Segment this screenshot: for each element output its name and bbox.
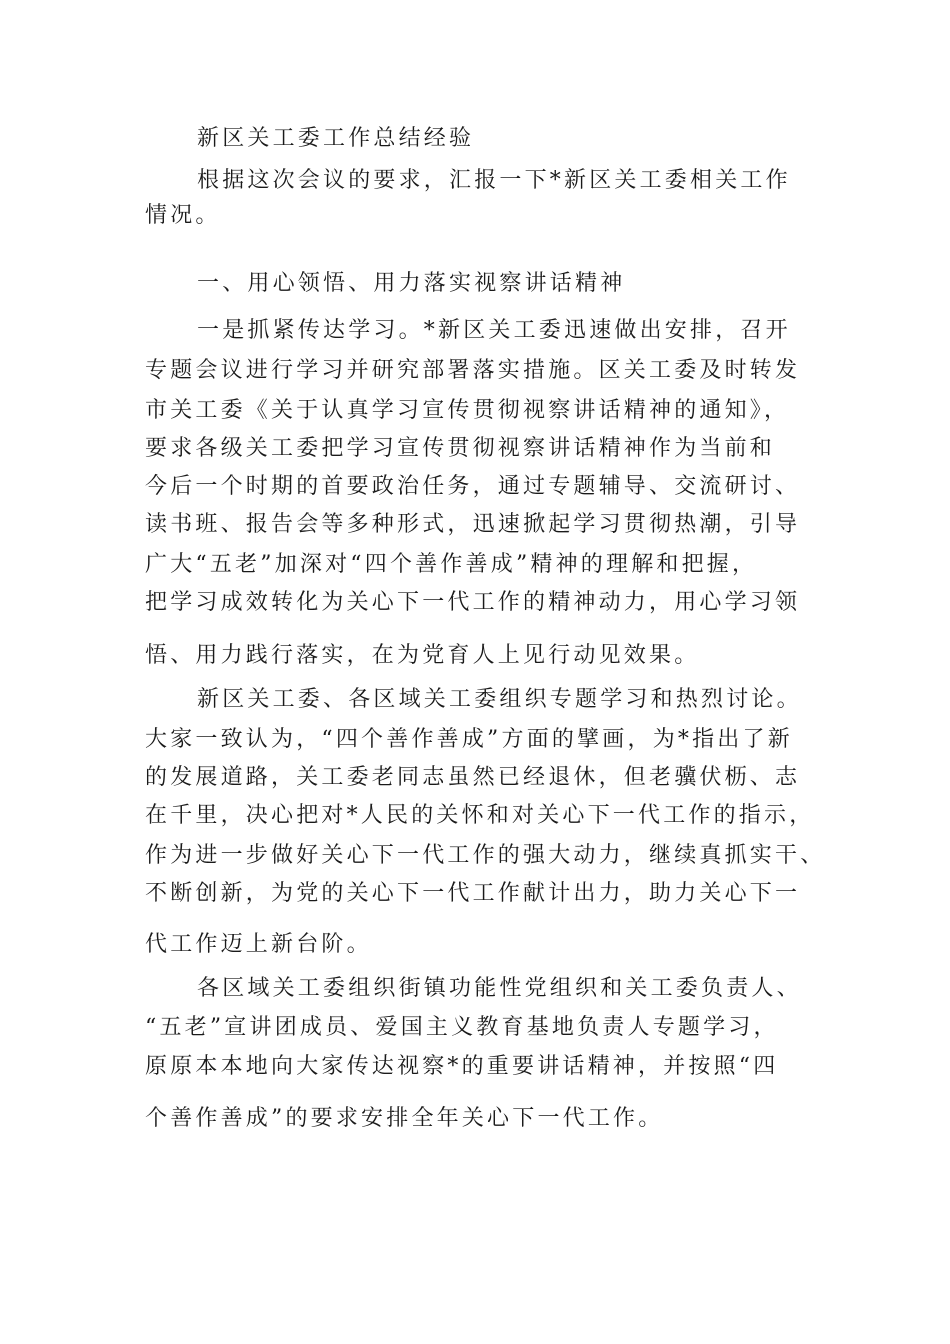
intro-line: 根据这次会议的要求，汇报一下*新区关工委相关工作 <box>197 168 791 193</box>
paragraph-line: 读书班、报告会等多种形式，迅速掀起学习贯彻热潮，引导 <box>145 512 801 537</box>
paragraph-line: 悟、用力践行落实，在为党育人上见行动见效果。 <box>145 643 700 668</box>
paragraph-line: 广大“五老”加深对“四个善作善成”精神的理解和把握， <box>145 552 758 577</box>
paragraph-line: 各区域关工委组织街镇功能性党组织和关工委负责人、 <box>197 976 802 1001</box>
paragraph-line: 代工作迈上新台阶。 <box>145 932 372 957</box>
paragraph-line: 要求各级关工委把学习宣传贯彻视察讲话精神作为当前和 <box>145 436 776 461</box>
intro-line: 情况。 <box>145 203 221 228</box>
paragraph-line: 不断创新，为党的关心下一代工作献计出力，助力关心下一 <box>145 881 801 906</box>
document-title: 新区关工委工作总结经验 <box>197 126 475 151</box>
paragraph-line: 作为进一步做好关心下一代工作的强大动力，继续真抓实干、 <box>145 843 826 868</box>
paragraph-line: 市关工委《关于认真学习宣传贯彻视察讲话精神的通知》， <box>145 398 790 423</box>
paragraph-line: 的发展道路，关工委老同志虽然已经退休，但老骥伏枥、志 <box>145 765 801 790</box>
section-heading: 一、用心领悟、用力落实视察讲话精神 <box>197 271 626 296</box>
paragraph-line: 把学习成效转化为关心下一代工作的精神动力，用心学习领 <box>145 590 801 615</box>
paragraph-line: 大家一致认为，“四个善作善成”方面的擘画，为*指出了新 <box>145 727 793 752</box>
paragraph-line: 新区关工委、各区域关工委组织专题学习和热烈讨论。 <box>197 687 802 712</box>
paragraph-line: 专题会议进行学习并研究部署落实措施。区关工委及时转发 <box>145 358 801 383</box>
paragraph-line: 在千里，决心把对*人民的关怀和对关心下一代工作的指示， <box>145 803 815 828</box>
paragraph-line: 个善作善成”的要求安排全年关心下一代工作。 <box>145 1106 664 1131</box>
paragraph-line: “五老”宣讲团成员、爱国主义教育基地负责人专题学习， <box>145 1015 779 1040</box>
paragraph-line: 一是抓紧传达学习。*新区关工委迅速做出安排，召开 <box>197 318 791 343</box>
paragraph-line: 原原本本地向大家传达视察*的重要讲话精神，并按照“四 <box>145 1054 779 1079</box>
paragraph-line: 今后一个时期的首要政治任务，通过专题辅导、交流研讨、 <box>145 474 801 499</box>
